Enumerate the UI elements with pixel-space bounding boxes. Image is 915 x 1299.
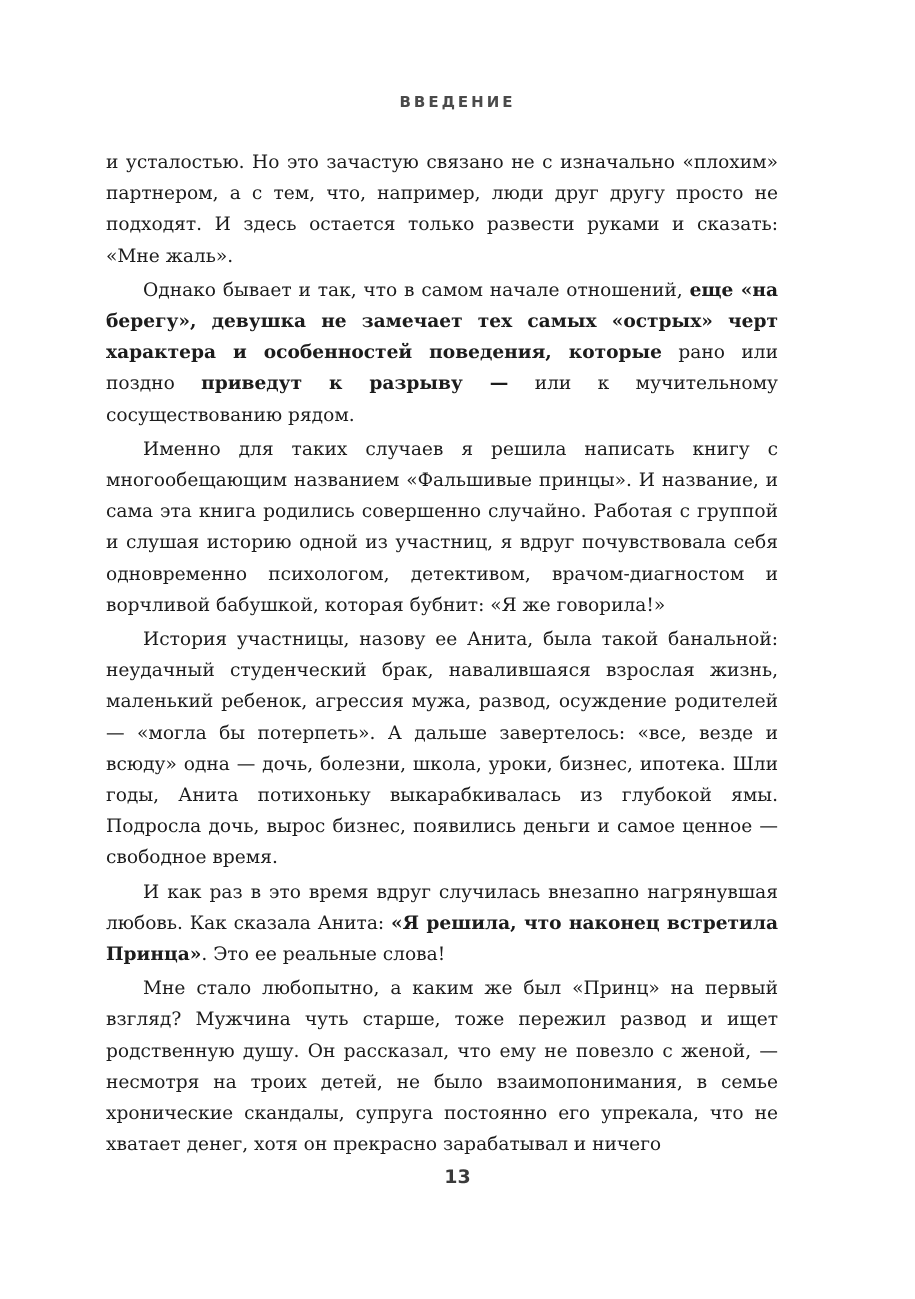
paragraph-5 [106, 877, 778, 971]
paragraph-text: Однако бывает и так, что в самом начале отношений, [143, 279, 690, 301]
paragraph-text: Мне стало любопытно, а каким же был «Принц» на первый взгляд? Мужчина чуть старше, тоже пережил развод и ищет родственную душу. Он рассказал, что ему не повезло с женой, — несмотря на троих детей, не было взаимопонимания, в семье хронические скандалы, супруга постоянно его упрекала, что не хватает денег, хотя он прекрасно зарабатывал и ничего [106, 978, 778, 1156]
paragraph-6 [106, 973, 778, 1160]
paragraph-text: рано или поздно [106, 342, 778, 395]
emphasis-text: еще «на берегу», девушка не замечает тех самых «острых» черт характера и особенностей поведения, которые [106, 279, 779, 364]
paragraph-text: и усталостью. Но это зачастую связано не с изначально «плохим» партнером, а с тем, что, например, люди друг другу просто не подходят. И здесь остается только развести руками и сказать: «Мне жаль». [106, 152, 778, 267]
paragraph-1 [106, 147, 778, 272]
paragraph-text: И как раз в это время вдруг случилась внезапно нагрянувшая любовь. Как сказала Анита: [106, 881, 778, 934]
paragraph-2 [106, 275, 778, 431]
paragraph-4 [106, 624, 778, 874]
emphasis-text: «Я решила, что наконец встретила Принца» [106, 912, 778, 966]
paragraph-3 [106, 434, 778, 621]
page-number: 13 [444, 1166, 471, 1188]
paragraph-text: Именно для таких случаев я решила написать книгу с многообещающим названием «Фальшивые принцы». И название, и сама эта книга родились совершенно случайно. Работая с группой и слушая историю одной из участниц, я вдруг почувствовала себя одновременно психологом, детективом, врачом-диагностом и ворчливой бабушкой, которая бубнит: «Я же говорила!» [106, 438, 778, 616]
body-text [106, 147, 778, 1161]
paragraph-text: История участницы, назову ее Анита, была такой банальной: неудачный студенческий брак, навалившаяся взрослая жизнь, маленький ребенок, агрессия мужа, развод, осуждение родителей — «могла бы потерпеть». А дальше завертелось: «все, везде и всюду» одна — дочь, болезни, школа, уроки, бизнес, ипотека. Шли годы, Анита потихоньку выкарабкивалась из глубокой ямы. Подросла дочь, вырос бизнес, появились деньги и самое ценное — свободное время. [106, 629, 778, 869]
paragraph-text: . Это ее реальные слова! [201, 944, 446, 966]
running-header-title: ВВЕДЕНИЕ [399, 93, 516, 111]
paragraph-text: или к мучительному сосуществованию рядом. [106, 373, 778, 426]
emphasis-text: приведут к разрыву — [201, 373, 509, 395]
